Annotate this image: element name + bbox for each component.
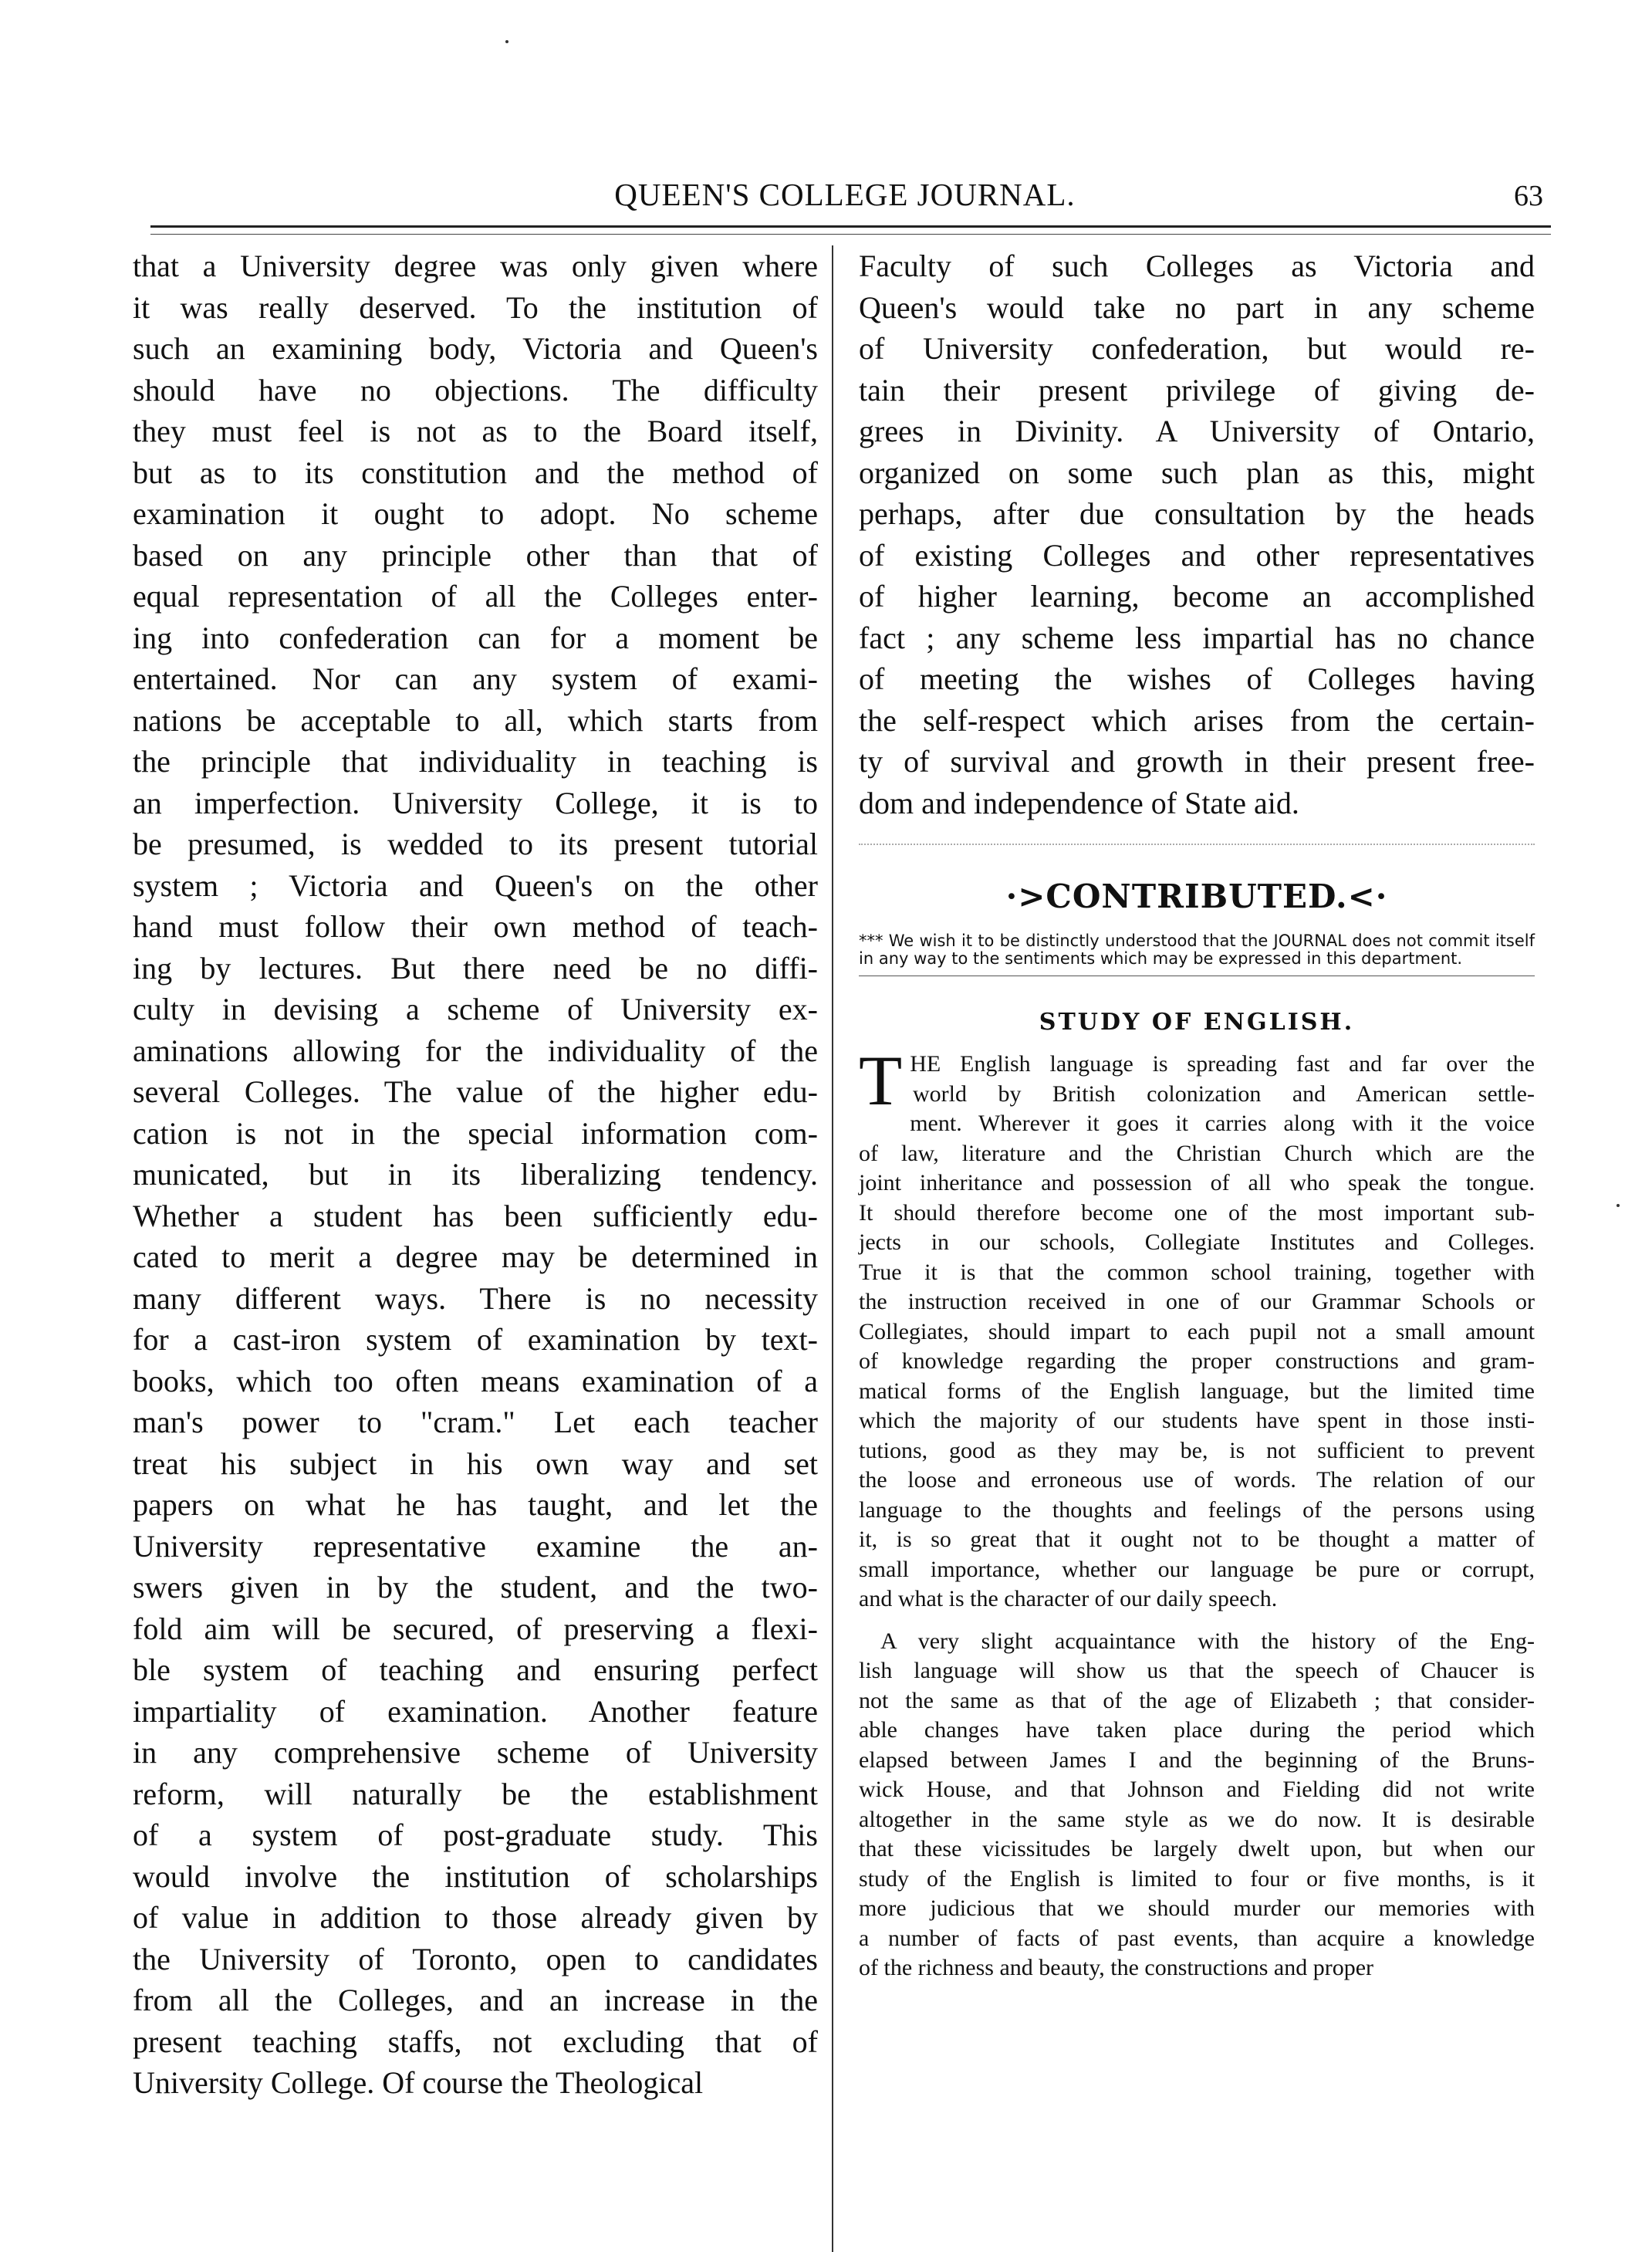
text-line: ment. Wherever it goes it carries along with it the voice — [910, 1111, 1535, 1136]
text-line: Faculty of such Colleges as Victoria and — [859, 249, 1535, 283]
text-line: cated to merit a degree may be determined in — [133, 1239, 818, 1274]
text-line: ble system of teaching and ensuring perfect — [133, 1652, 818, 1687]
text-line: able changes have taken place during the period which — [859, 1717, 1535, 1743]
drop-cap: T — [859, 1041, 903, 1120]
text-line: the self-respect which arises from the certain- — [859, 702, 1535, 738]
text-line: which the majority of our students have spent in those insti- — [859, 1408, 1535, 1433]
text-line: be presumed, is wedded to its present tutorial — [133, 827, 818, 861]
text-line: equal representation of all the Colleges enter- — [133, 579, 818, 614]
text-line: the loose and erroneous use of words. The relation of our — [859, 1467, 1535, 1493]
text-line: hand must follow their own method of teach- — [133, 909, 818, 944]
print-speck — [505, 40, 508, 43]
text-line: of the richness and beauty, the constructions and proper — [859, 1955, 1374, 1980]
text-line: altogether in the same style as we do now. It is desirable — [859, 1806, 1535, 1832]
text-line: the principle that individuality in teaching is — [133, 744, 818, 779]
text-line: It should therefore become one of the most important sub- — [859, 1199, 1535, 1226]
text-line: joint inheritance and possession of all who speak the tongue. — [859, 1170, 1535, 1195]
text-line: ty of survival and growth in their present free- — [859, 744, 1535, 779]
text-line: perhaps, after due consultation by the heads — [859, 496, 1535, 531]
text-line: treat his subject in his own way and set — [133, 1446, 818, 1481]
text-line: books, which too often means examination of a — [133, 1363, 818, 1398]
text-line: fold aim will be secured, of preserving a flexi- — [133, 1611, 818, 1646]
column-divider — [832, 245, 833, 2252]
text-line: several Colleges. The value of the higher edu- — [133, 1074, 818, 1109]
header-rule — [150, 225, 1551, 235]
text-line: grees in Divinity. A University of Ontario, — [859, 414, 1535, 448]
text-line: should have no objections. The difficulty — [133, 372, 818, 407]
right-column — [859, 245, 1535, 1983]
text-line: the instruction received in one of our Grammar Schools or — [859, 1289, 1535, 1314]
text-line: the University of Toronto, open to candidates — [133, 1941, 818, 1976]
text-line: municated, but in its liberalizing tendency. — [133, 1157, 818, 1192]
text-line: of University confederation, but would re- — [859, 331, 1535, 366]
text-line: of law, literature and the Christian Church which are the — [859, 1140, 1535, 1166]
text-line: and what is the character of our daily speech. — [859, 1586, 1278, 1611]
text-line: would involve the institution of scholarships — [133, 1858, 818, 1894]
left-column — [133, 245, 818, 2104]
dotted-separator — [859, 836, 1535, 845]
text-line: HE English language is spreading fast and far over the — [910, 1051, 1535, 1077]
text-line: wick House, and that Johnson and Fielding did not write — [859, 1777, 1535, 1802]
text-line: Collegiates, should impart to each pupil not a small amount — [859, 1318, 1535, 1344]
text-line: that these vicissitudes be largely dwelt upon, but when our — [859, 1836, 1535, 1861]
text-line: it was really deserved. To the institution of — [133, 289, 818, 325]
text-line: lish language will show us that the speech of Chaucer is — [859, 1658, 1535, 1683]
article-paragraph-1 — [859, 1041, 1535, 1615]
text-line: cation is not in the special information com- — [133, 1115, 818, 1151]
text-line: of higher learning, become an accomplished — [859, 579, 1535, 614]
article-paragraph-2 — [859, 1627, 1535, 1983]
text-line: papers on what he has taught, and let the — [133, 1487, 818, 1522]
text-line: based on any principle other than that of — [133, 537, 818, 573]
text-line: matical forms of the English language, but the limited time — [859, 1378, 1535, 1404]
text-line: of a system of post-graduate study. This — [133, 1817, 818, 1852]
text-line: but as to its constitution and the method of — [133, 455, 818, 490]
text-line: study of the English is limited to four or five months, is it — [859, 1865, 1535, 1892]
text-line: tain their present privilege of giving de- — [859, 372, 1535, 407]
text-line: impartiality of examination. Another feature — [133, 1693, 818, 1729]
text-line: not the same as that of the age of Elizabeth ; that consider- — [859, 1687, 1535, 1713]
text-line: for a cast-iron system of examination by text- — [133, 1322, 818, 1357]
text-line: reform, will naturally be the establishment — [133, 1776, 818, 1811]
text-line: small importance, whether our language be pure or corrupt, — [859, 1556, 1535, 1582]
text-line: culty in devising a scheme of University ex- — [133, 992, 818, 1026]
text-line: a number of facts of past events, than acquire a knowledge — [859, 1925, 1535, 1951]
article-title: STUDY OF ENGLISH. — [1039, 1009, 1355, 1036]
text-line: nations be acceptable to all, which starts from — [133, 702, 818, 738]
text-line: man's power to "cram." Let each teacher — [133, 1405, 818, 1439]
text-line: elapsed between James I and the beginning of the Bruns- — [859, 1746, 1535, 1773]
text-line: University College. Of course the Theological — [133, 2065, 704, 2100]
text-line: they must feel is not as to the Board itself, — [133, 414, 818, 448]
text-line: system ; Victoria and Queen's on the other — [133, 867, 818, 903]
text-line: A very slight acquaintance with the history of the Eng- — [880, 1628, 1535, 1654]
text-line: of value in addition to those already given by — [133, 1900, 818, 1935]
text-line: University representative examine the an- — [133, 1528, 818, 1564]
text-line: dom and independence of State aid. — [859, 785, 1299, 820]
text-line: ing into confederation can for a moment be — [133, 620, 818, 655]
text-line: that a University degree was only given where — [133, 249, 818, 283]
left-column-text — [133, 245, 818, 2104]
text-line: fact ; any scheme less impartial has no chance — [859, 620, 1535, 655]
text-line: from all the Colleges, and an increase in the — [133, 1983, 818, 2017]
text-line: tutions, good as they may be, is not sufficient to prevent — [859, 1437, 1535, 1463]
text-line: aminations allowing for the individuality of the — [133, 1033, 818, 1068]
text-line: ing by lectures. But there need be no diffi- — [133, 950, 818, 986]
text-line: world by British colonization and American settle- — [913, 1080, 1535, 1107]
text-line: of existing Colleges and other representatives — [859, 537, 1535, 573]
page-number: 63 — [1514, 180, 1543, 212]
text-line: present teaching staffs, not excluding that of — [133, 2024, 818, 2059]
print-speck — [1617, 1204, 1620, 1207]
editorial-disclaimer: *** We wish it to be distinctly understood that the JOURNAL does not commit itself in any way to the sentiments which may be expressed in this department. — [859, 932, 1535, 968]
journal-title: QUEEN'S COLLEGE JOURNAL. — [614, 177, 1076, 212]
text-line: jects in our schools, Collegiate Institutes and Colleges. — [859, 1229, 1535, 1255]
text-line: Queen's would take no part in any scheme — [859, 289, 1535, 325]
text-line: many different ways. There is no necessity — [133, 1280, 818, 1316]
text-line: an imperfection. University College, it is to — [133, 785, 818, 820]
continuation-text — [859, 245, 1535, 823]
text-line: examination it ought to adopt. No scheme — [133, 496, 818, 531]
text-line: of knowledge regarding the proper constructions and gram- — [859, 1348, 1535, 1374]
text-line: such an examining body, Victoria and Queen's — [133, 331, 818, 366]
section-heading: ·>CONTRIBUTED.<· — [1005, 877, 1388, 915]
text-line: more judicious that we should murder our memories with — [859, 1895, 1535, 1921]
text-line: it, is so great that it ought not to be thought a matter of — [859, 1527, 1535, 1552]
text-line: Whether a student has been sufficiently edu- — [133, 1198, 818, 1233]
text-line: of meeting the wishes of Colleges having — [859, 661, 1535, 696]
text-line: True it is that the common school training, together with — [859, 1259, 1535, 1285]
running-header — [147, 176, 1543, 222]
text-line: entertained. Nor can any system of exami- — [133, 661, 818, 696]
text-line: language to the thoughts and feelings of the persons using — [859, 1496, 1535, 1523]
text-line: swers given in by the student, and the two- — [133, 1570, 818, 1604]
text-line: organized on some such plan as this, might — [859, 455, 1535, 490]
text-line: in any comprehensive scheme of University — [133, 1735, 818, 1770]
